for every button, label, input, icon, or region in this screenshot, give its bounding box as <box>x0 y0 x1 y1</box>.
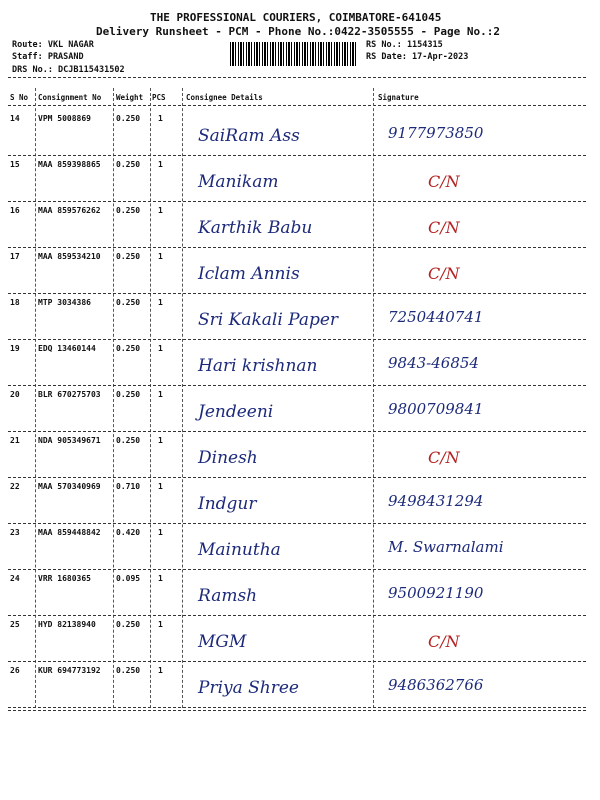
row-consignment-no: VPM 5008869 <box>38 114 91 123</box>
row-weight: 0.420 <box>116 528 141 537</box>
row-weight: 0.250 <box>116 666 141 675</box>
table-row <box>8 662 586 720</box>
row-pcs: 1 <box>158 482 163 491</box>
row-pcs: 1 <box>158 436 163 445</box>
document-title: THE PROFESSIONAL COURIERS, COIMBATORE-641045 <box>150 11 442 24</box>
signature-handwriting: 9800709841 <box>388 400 484 418</box>
signature-handwriting: C/N <box>428 264 460 283</box>
row-consignment-no: MTP 3034386 <box>38 298 91 307</box>
consignee-handwriting: Hari krishnan <box>198 356 318 376</box>
consignee-handwriting: Karthik Babu <box>198 218 313 238</box>
row-sno: 18 <box>10 298 20 307</box>
row-weight: 0.250 <box>116 114 141 123</box>
consignee-handwriting: Mainutha <box>198 540 281 560</box>
row-consignment-no: MAA 859398865 <box>38 160 101 169</box>
row-sno: 25 <box>10 620 20 629</box>
row-pcs: 1 <box>158 574 163 583</box>
drs-number: DRS No.: DCJB115431502 <box>12 65 125 75</box>
row-sno: 16 <box>10 206 20 215</box>
row-weight: 0.095 <box>116 574 141 583</box>
row-consignment-no: MAA 859534210 <box>38 252 101 261</box>
row-pcs: 1 <box>158 344 163 353</box>
signature-handwriting: 9177973850 <box>388 124 484 142</box>
row-sno: 14 <box>10 114 20 123</box>
consignee-handwriting: Manikam <box>198 172 279 192</box>
consignee-handwriting: Jendeeni <box>198 402 274 422</box>
row-weight: 0.250 <box>116 298 141 307</box>
row-weight: 0.250 <box>116 252 141 261</box>
col-consignee: Consignee Details <box>186 93 263 102</box>
signature-handwriting: C/N <box>428 218 460 237</box>
consignee-handwriting: Iclam Annis <box>198 264 300 284</box>
row-pcs: 1 <box>158 114 163 123</box>
row-sno: 22 <box>10 482 20 491</box>
col-pcs: PCS <box>152 93 166 102</box>
row-pcs: 1 <box>158 298 163 307</box>
route-label: Route: VKL NAGAR <box>12 40 94 50</box>
row-weight: 0.250 <box>116 620 141 629</box>
row-consignment-no: BLR 670275703 <box>38 390 101 399</box>
row-pcs: 1 <box>158 390 163 399</box>
row-sno: 15 <box>10 160 20 169</box>
row-divider <box>8 707 586 708</box>
row-consignment-no: MAA 570340969 <box>38 482 101 491</box>
col-consignment: Consignment No <box>38 93 102 102</box>
row-sno: 24 <box>10 574 20 583</box>
row-sno: 23 <box>10 528 20 537</box>
signature-handwriting: M. Swarnalami <box>388 538 504 556</box>
consignee-handwriting: Priya Shree <box>198 678 299 698</box>
signature-handwriting: 9500921190 <box>388 584 484 602</box>
row-sno: 21 <box>10 436 20 445</box>
row-pcs: 1 <box>158 666 163 675</box>
document-subtitle: Delivery Runsheet - PCM - Phone No.:0422-3505555 - Page No.:2 <box>96 25 500 38</box>
col-signature: Signature <box>378 93 419 102</box>
row-weight: 0.250 <box>116 344 141 353</box>
signature-handwriting: C/N <box>428 448 460 467</box>
consignee-handwriting: Ramsh <box>198 586 258 606</box>
col-weight: Weight <box>116 93 144 102</box>
staff-label: Staff: PRASAND <box>12 52 84 62</box>
row-sno: 26 <box>10 666 20 675</box>
row-consignment-no: KUR 694773192 <box>38 666 101 675</box>
row-pcs: 1 <box>158 160 163 169</box>
signature-handwriting: 7250440741 <box>388 308 484 326</box>
row-weight: 0.250 <box>116 160 141 169</box>
row-weight: 0.250 <box>116 436 141 445</box>
row-sno: 20 <box>10 390 20 399</box>
consignee-handwriting: SaiRam Ass <box>198 126 300 146</box>
signature-handwriting: 9498431294 <box>388 492 484 510</box>
row-consignment-no: MAA 859448842 <box>38 528 101 537</box>
row-weight: 0.250 <box>116 206 141 215</box>
row-consignment-no: NDA 905349671 <box>38 436 101 445</box>
row-consignment-no: EDQ 13460144 <box>38 344 96 353</box>
signature-handwriting: C/N <box>428 172 460 191</box>
row-consignment-no: VRR 1680365 <box>38 574 91 583</box>
signature-handwriting: 9486362766 <box>388 676 484 694</box>
consignee-handwriting: Dinesh <box>198 448 258 468</box>
signature-handwriting: C/N <box>428 632 460 651</box>
row-sno: 17 <box>10 252 20 261</box>
rs-number: RS No.: 1154315 <box>366 40 443 50</box>
row-consignment-no: MAA 859576262 <box>38 206 101 215</box>
column-header-divider <box>8 105 586 106</box>
barcode <box>230 42 358 66</box>
consignee-handwriting: Sri Kakali Paper <box>198 310 339 330</box>
row-weight: 0.250 <box>116 390 141 399</box>
row-weight: 0.710 <box>116 482 141 491</box>
table-bottom-divider <box>8 710 586 711</box>
row-sno: 19 <box>10 344 20 353</box>
consignee-handwriting: Indgur <box>198 494 257 514</box>
consignee-handwriting: MGM <box>198 632 247 652</box>
rs-date: RS Date: 17-Apr-2023 <box>366 52 469 62</box>
signature-handwriting: 9843-46854 <box>388 354 479 372</box>
header-divider <box>8 77 586 78</box>
row-pcs: 1 <box>158 528 163 537</box>
col-sno: S No <box>10 93 29 102</box>
row-pcs: 1 <box>158 206 163 215</box>
row-pcs: 1 <box>158 620 163 629</box>
row-pcs: 1 <box>158 252 163 261</box>
row-consignment-no: HYD 82138940 <box>38 620 96 629</box>
